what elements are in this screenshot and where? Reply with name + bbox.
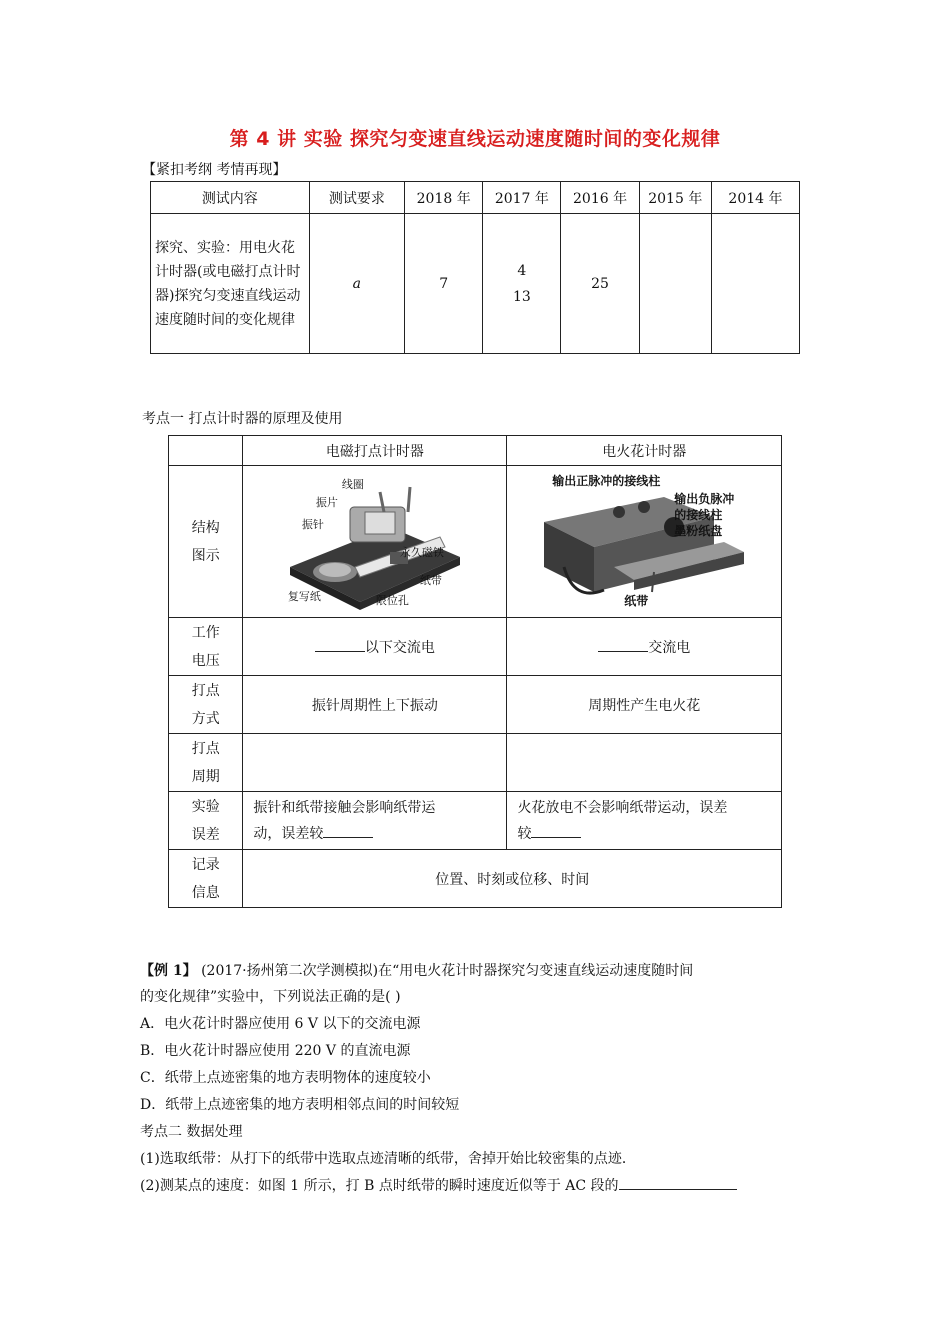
period-spark-cell[interactable] [507,734,782,792]
fig1-label: 线圈 [341,477,364,491]
error-row [169,792,782,850]
row-head: 打点方式 [169,676,243,734]
method-em-cell: 振针周期性上下振动 [243,676,507,734]
fig1-label: 复写纸 [287,589,321,603]
exam-table-header-row [151,182,800,214]
year-2014-cell [711,214,799,354]
content-cell: 探究、实验：用电火花计时器(或电磁打点计时器)探究匀变速直线运动速度随时间的变化规律 [151,214,310,354]
record-row [169,850,782,908]
kaodian-2-heading: 考点二 数据处理 [140,1124,243,1140]
option-b[interactable]: B．电火花计时器应使用 220 V 的直流电源 [140,1043,411,1059]
outline-header: 【紧扣考纲 考情再现】 [142,162,287,178]
year-2017-cell [483,214,561,354]
method-row [169,676,782,734]
fig2-label: 墨粉纸盘 [674,523,723,538]
header-cell: 2017 年 [483,182,561,214]
kaodian-1-heading: 考点一 打点计时器的原理及使用 [142,411,343,427]
fig1-label: 纸带 [419,573,442,587]
example-1-stem: 【例 1】 (2017·扬州第二次学测模拟)在“用电火花计时器探究匀变速直线运动速度随时间 [140,963,694,979]
row-head: 记录信息 [169,850,243,908]
header-cell: 电磁打点计时器 [243,436,507,466]
step-2: (2)测某点的速度：如图 1 所示，打 B 点时纸带的瞬时速度近似等于 AC 段的 [140,1175,737,1195]
year-2017-value: 13 [512,288,531,305]
fig1-label: 振片 [315,495,338,509]
header-cell: 测试内容 [151,182,310,214]
example-1-stem-cont: 的变化规律”实验中，下列说法正确的是( ) [140,989,401,1005]
record-cell: 位置、时刻或位移、时间 [243,850,782,908]
step-1: (1)选取纸带：从打下的纸带中选取点迹清晰的纸带，舍掉开始比较密集的点迹． [140,1151,636,1167]
answer-blank[interactable] [619,1175,737,1190]
requirement-cell: a [309,214,404,354]
answer-blank[interactable] [598,637,648,652]
header-cell: 测试要求 [309,182,404,214]
header-cell: 2016 年 [561,182,639,214]
period-em-cell[interactable] [243,734,507,792]
empty-cell [169,436,243,466]
header-cell: 2015 年 [639,182,711,214]
row-head: 实验误差 [169,792,243,850]
header-cell: 2014 年 [711,182,799,214]
header-cell: 2018 年 [405,182,483,214]
option-a[interactable]: A．电火花计时器应使用 6 V 以下的交流电源 [140,1016,421,1032]
answer-blank[interactable] [531,823,581,838]
year-2015-cell [639,214,711,354]
answer-blank[interactable] [323,823,373,838]
option-d[interactable]: D．纸带上点迹密集的地方表明相邻点间的时间较短 [140,1097,460,1113]
error-spark-cell: 火花放电不会影响纸带运动，误差 较 [507,792,782,850]
fig1-label: 限位孔 [375,593,409,607]
year-2017-value: 4 [517,262,527,279]
row-head: 打点周期 [169,734,243,792]
fig2-label: 输出负脉冲 [674,491,735,506]
page-title: 第 4 讲 实验 探究匀变速直线运动速度随时间的变化规律 [229,128,721,150]
exam-table [150,181,800,354]
year-2018-cell: 7 [405,214,483,354]
structure-row [169,466,782,618]
fig2-label: 的接线柱 [674,507,723,522]
fig2-label: 纸带 [624,593,649,608]
voltage-spark-cell: 交流电 [507,618,782,676]
fig1-label: 永久磁铁 [399,545,444,559]
answer-blank[interactable] [315,637,365,652]
timer-table [168,435,782,908]
spark-timer-figure [507,466,782,618]
electromagnetic-timer-figure [243,466,507,618]
error-em-cell: 振针和纸带接触会影响纸带运 动，误差较 [243,792,507,850]
fig1-label: 振针 [301,517,324,531]
row-head: 工作电压 [169,618,243,676]
exam-table-row [151,214,800,354]
period-row [169,734,782,792]
voltage-em-cell: 以下交流电 [243,618,507,676]
timer-table-header-row [169,436,782,466]
voltage-row [169,618,782,676]
header-cell: 电火花计时器 [507,436,782,466]
option-c[interactable]: C．纸带上点迹密集的地方表明物体的速度较小 [140,1070,431,1086]
fig2-label: 输出正脉冲的接线柱 [552,473,661,488]
row-head: 结构图示 [169,466,243,618]
method-spark-cell: 周期性产生电火花 [507,676,782,734]
year-2016-cell: 25 [561,214,639,354]
